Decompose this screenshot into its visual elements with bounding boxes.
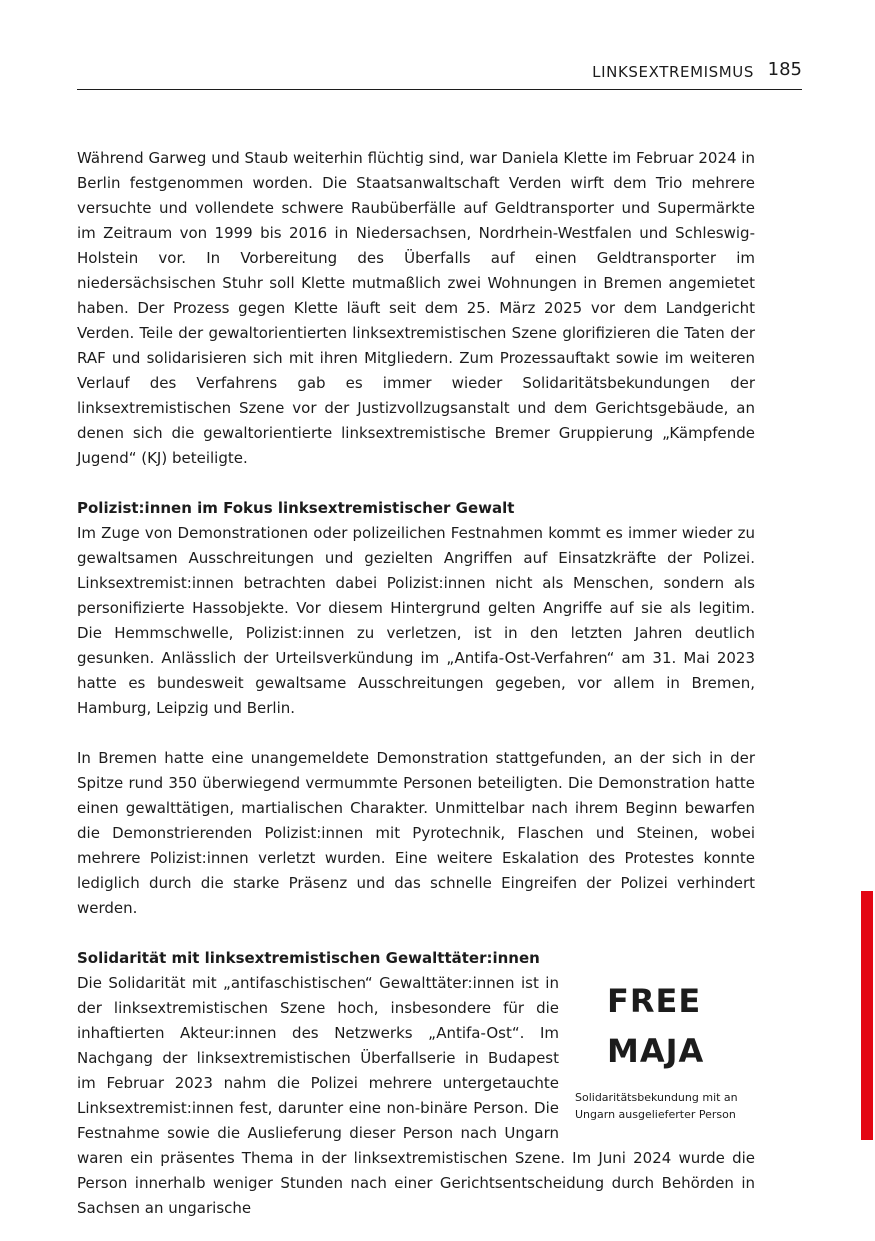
chapter-tab-marker	[861, 891, 873, 1140]
running-header	[77, 56, 802, 90]
paragraph: Die Solidarität mit „antifaschistischen“ Gewalttäter:innen ist in der linksextremistischen Szene hoch, insbesondere für die inhaftierten Akteur:innen des Netzwerks „Antifa-Ost“. Im Nachgang der linksextremistischen Überfallserie in Budapest im Februar 2023 nahm die Polizei mehrere untergetauchte Linksextremist:innen fest, darunter eine non-binäre Person. Die Festnahme sowie die Auslieferung dieser Person nach Ungarn waren ein präsentes Thema in der linksextremistischen Szene. Im Juni 2024 wurde die Person innerhalb weniger Stunden nach einer Gerichtsentscheidung durch Behörden in Sachsen an ungarische	[77, 974, 755, 1217]
graphic-line: FREE	[607, 982, 702, 1020]
page-body	[77, 146, 755, 1221]
paragraph: In Bremen hatte eine unangemeldete Demonstration stattgefunden, an der sich in der Spitze rund 350 überwiegend vermummte Personen beteiligten. Die Demonstration hatte einen gewalttätigen, martialischen Charakter. Unmittelbar nach ihrem Beginn bewarfen die Demonstrierenden Polizist:innen mit Pyrotechnik, Flaschen und Steinen, wobei mehrere Polizist:innen verletzt wurden. Eine weitere Eskalation des Protestes konnte lediglich durch die starke Präsenz und das schnelle Eingreifen der Polizei verhindert werden.	[77, 749, 755, 917]
section-heading: Solidarität mit linksextremistischen Gewalttäter:innen	[77, 949, 540, 967]
section-title: LINKSEXTREMISMUS	[592, 63, 754, 81]
section-heading: Polizist:innen im Fokus linksextremistischer Gewalt	[77, 499, 515, 517]
figure-caption: Solidaritätsbekundung mit an Ungarn ausgelieferter Person	[575, 1091, 738, 1121]
solidarity-figure	[573, 971, 755, 1123]
paragraph: Während Garweg und Staub weiterhin flüchtig sind, war Daniela Klette im Februar 2024 in Berlin festgenommen worden. Die Staatsanwaltschaft Verden wirft dem Trio mehrere versuchte und vollendete schwere Raubüberfälle auf Geldtransporter und Supermärkte im Zeitraum von 1999 bis 2016 in Niedersachsen, Nordrhein-Westfalen und Schleswig-Holstein vor. In Vorbereitung des Überfalls auf einen Geldtransporter im niedersächsischen Stuhr soll Klette mutmaßlich zwei Wohnungen in Bremen angemietet haben. Der Prozess gegen Klette läuft seit dem 25. März 2025 vor dem Landgericht Verden. Teile der gewaltorientierten linksextremistischen Szene glorifizieren die Taten der RAF und solidarisieren sich mit ihren Mitgliedern. Zum Prozessauftakt sowie im weiteren Verlauf des Verfahrens gab es immer wieder Solidaritätsbekundungen der linksextremistischen Szene vor der Justizvollzugsanstalt und dem Gerichtsgebäude, an denen sich die gewaltorientierte linksextremistische Bremer Gruppierung „Kämpfende Jugend“ (KJ) beteiligte.	[77, 149, 755, 467]
paragraph: Im Zuge von Demonstrationen oder polizeilichen Festnahmen kommt es immer wieder zu gewaltsamen Ausschreitungen und gezielten Angriffen auf Einsatzkräfte der Polizei. Linksextremist:innen betrachten dabei Polizist:innen nicht als Menschen, sondern als personifizierte Hassobjekte. Vor diesem Hintergrund gelten Angriffe auf sie als legitim. Die Hemmschwelle, Polizist:innen zu verletzen, ist in den letzten Jahren deutlich gesunken. Anlässlich der Urteilsverkündung im „Antifa-Ost-Verfahren“ am 31. Mai 2023 hatte es bundesweit gewaltsame Ausschreitungen gegeben, vor allem in Bremen, Hamburg, Leipzig und Berlin.	[77, 524, 755, 717]
graphic-line: MAJA	[607, 1032, 705, 1070]
page-number: 185	[767, 59, 802, 80]
free-maja-graphic	[607, 976, 704, 1076]
